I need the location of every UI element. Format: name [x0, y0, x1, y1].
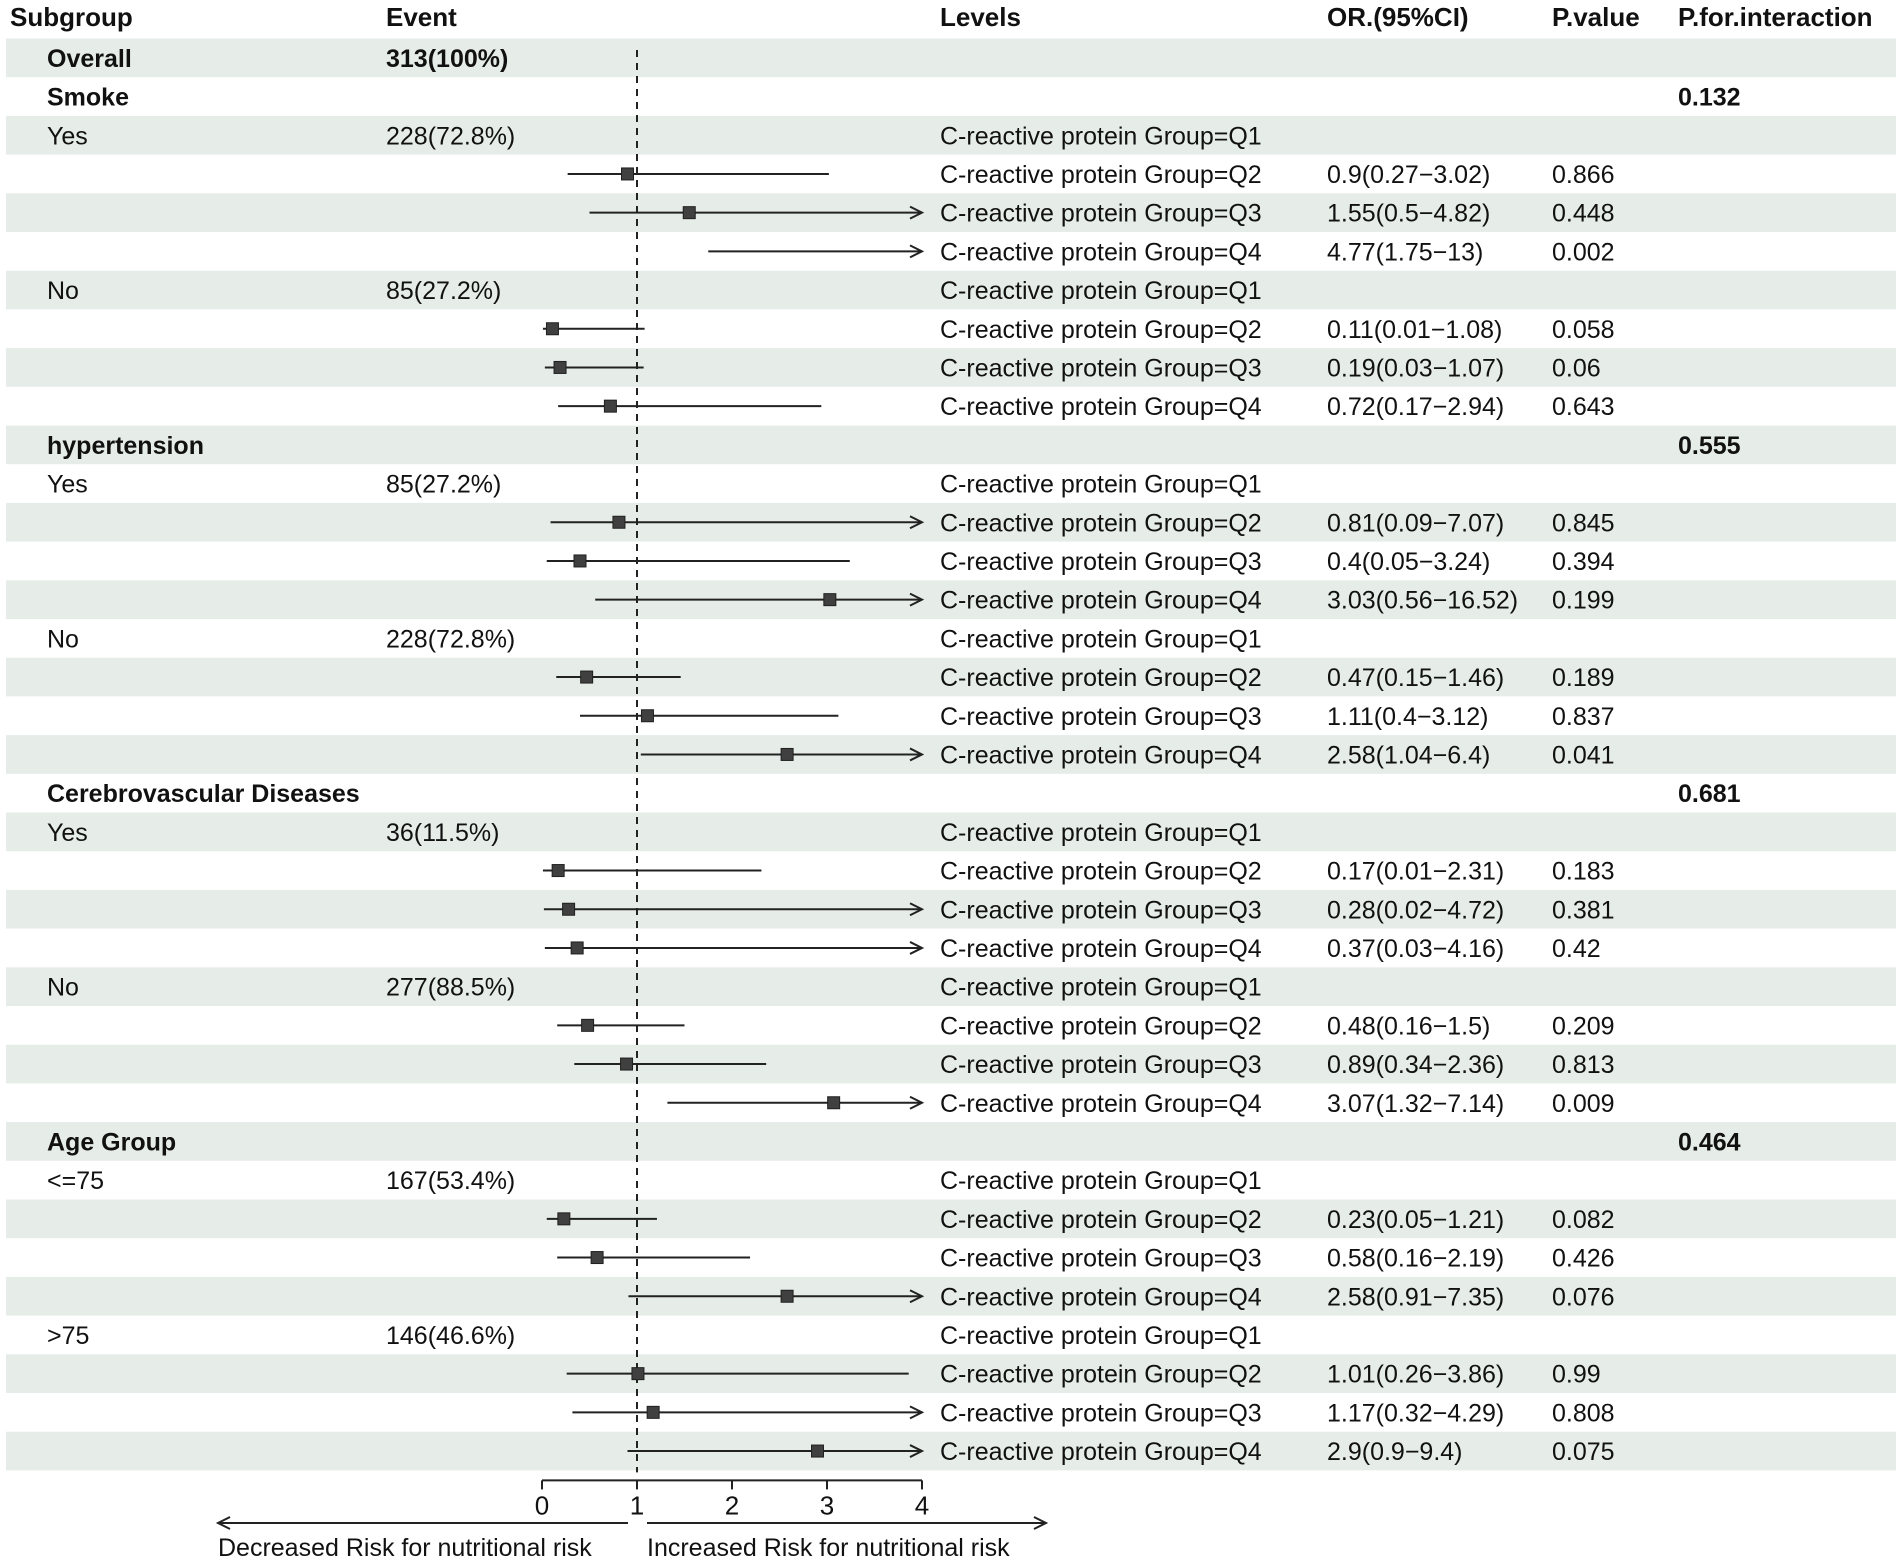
level-label: C-reactive protein Group=Q3 [940, 547, 1262, 576]
level-label: C-reactive protein Group=Q4 [940, 586, 1262, 615]
table-row [940, 858, 1615, 886]
point-estimate [683, 207, 695, 219]
subgroup-label: Cerebrovascular Diseases [47, 780, 360, 809]
p-value: 0.002 [1552, 238, 1615, 267]
x-tick-label: 4 [914, 1490, 930, 1521]
or-ci-value: 4.77(1.75−13) [1327, 238, 1484, 267]
level-label: C-reactive protein Group=Q1 [940, 973, 1262, 1002]
p-value: 0.183 [1552, 857, 1615, 886]
p-value: 0.394 [1552, 547, 1615, 576]
header-p-interaction: P.for.interaction [1678, 2, 1873, 32]
or-ci-value: 0.89(0.34−2.36) [1327, 1051, 1505, 1080]
x-axis-ticks [535, 1480, 929, 1520]
p-value: 0.866 [1552, 160, 1615, 189]
subgroup-label: Yes [47, 122, 88, 151]
table-row [940, 1012, 1615, 1040]
point-estimate [554, 361, 566, 373]
level-label: C-reactive protein Group=Q4 [940, 1438, 1262, 1467]
point-estimate [613, 516, 625, 528]
point-estimate [552, 865, 564, 877]
risk-direction [218, 1517, 1046, 1562]
table-row [940, 1090, 1615, 1118]
p-value: 0.209 [1552, 1012, 1615, 1041]
or-ci-value: 0.17(0.01−2.31) [1327, 857, 1505, 886]
level-label: C-reactive protein Group=Q1 [940, 470, 1262, 499]
event-count: 228(72.8%) [386, 122, 516, 151]
p-value: 0.808 [1552, 1399, 1615, 1428]
header-p-value: P.value [1552, 2, 1640, 32]
subgroup-label: hypertension [47, 431, 204, 460]
table-row [940, 393, 1615, 421]
or-ci-value: 0.81(0.09−7.07) [1327, 509, 1505, 538]
p-value: 0.075 [1552, 1438, 1615, 1467]
p-value: 0.381 [1552, 896, 1615, 925]
table-row [47, 1322, 1262, 1350]
header-or-ci: OR.(95%CI) [1327, 2, 1469, 32]
point-estimate [582, 1019, 594, 1031]
or-ci-value: 0.72(0.17−2.94) [1327, 393, 1505, 422]
table-row [940, 161, 1615, 189]
table-row [940, 316, 1615, 344]
or-ci-value: 2.58(1.04−6.4) [1327, 741, 1491, 770]
table-row [940, 238, 1615, 266]
level-label: C-reactive protein Group=Q2 [940, 1360, 1262, 1389]
subgroup-label: <=75 [47, 1167, 105, 1196]
table-row [47, 625, 1262, 653]
table-row [940, 548, 1615, 576]
or-ci-value: 1.01(0.26−3.86) [1327, 1360, 1505, 1389]
p-value: 0.813 [1552, 1051, 1615, 1080]
point-estimate [604, 400, 616, 412]
level-label: C-reactive protein Group=Q4 [940, 934, 1262, 963]
level-label: C-reactive protein Group=Q2 [940, 857, 1262, 886]
table-row [940, 1245, 1615, 1273]
p-value: 0.426 [1552, 1244, 1615, 1273]
event-count: 313(100%) [386, 44, 509, 73]
subgroup-label: >75 [47, 1321, 90, 1350]
point-estimate [574, 555, 586, 567]
level-label: C-reactive protein Group=Q1 [940, 1321, 1262, 1350]
table-row [47, 1167, 1262, 1195]
subgroup-label: Yes [47, 470, 88, 499]
event-count: 36(11.5%) [386, 818, 500, 847]
p-interaction-value: 0.132 [1678, 83, 1741, 112]
x-tick-label: 3 [819, 1490, 835, 1521]
or-ci-value: 2.9(0.9−9.4) [1327, 1438, 1463, 1467]
table-row [47, 84, 1741, 112]
level-label: C-reactive protein Group=Q1 [940, 277, 1262, 306]
point-estimate [563, 903, 575, 915]
or-ci-value: 1.11(0.4−3.12) [1327, 702, 1489, 731]
subgroup-label: Yes [47, 818, 88, 847]
p-value: 0.837 [1552, 702, 1615, 731]
or-ci-value: 0.19(0.03−1.07) [1327, 354, 1505, 383]
level-label: C-reactive protein Group=Q3 [940, 1399, 1262, 1428]
point-estimate [621, 1058, 633, 1070]
level-label: C-reactive protein Group=Q2 [940, 509, 1262, 538]
header-event: Event [386, 2, 457, 32]
p-interaction-value: 0.681 [1678, 780, 1741, 809]
or-ci-value: 0.11(0.01−1.08) [1327, 315, 1503, 344]
x-tick-label: 2 [724, 1490, 740, 1521]
level-label: C-reactive protein Group=Q1 [940, 818, 1262, 847]
point-estimate [571, 942, 583, 954]
level-label: C-reactive protein Group=Q1 [940, 625, 1262, 654]
level-label: C-reactive protein Group=Q3 [940, 702, 1262, 731]
or-ci-value: 0.48(0.16−1.5) [1327, 1012, 1491, 1041]
or-ci-value: 1.17(0.32−4.29) [1327, 1399, 1505, 1428]
table-row [940, 1399, 1615, 1427]
row-band [6, 426, 1896, 465]
or-ci-value: 0.23(0.05−1.21) [1327, 1205, 1505, 1234]
level-label: C-reactive protein Group=Q4 [940, 393, 1262, 422]
level-label: C-reactive protein Group=Q1 [940, 122, 1262, 151]
subgroup-label: No [47, 973, 79, 1002]
p-value: 0.041 [1552, 741, 1615, 770]
p-value: 0.189 [1552, 664, 1615, 693]
point-estimate [622, 168, 634, 180]
p-value: 0.199 [1552, 586, 1615, 615]
point-estimate [781, 748, 793, 760]
or-ci-value: 2.58(0.91−7.35) [1327, 1283, 1505, 1312]
or-ci-value: 0.4(0.05−3.24) [1327, 547, 1491, 576]
or-ci-value: 0.28(0.02−4.72) [1327, 896, 1505, 925]
table-row [940, 935, 1601, 963]
event-count: 228(72.8%) [386, 625, 516, 654]
event-count: 277(88.5%) [386, 973, 516, 1002]
point-estimate [546, 323, 558, 335]
p-value: 0.448 [1552, 199, 1615, 228]
point-estimate [647, 1406, 659, 1418]
event-count: 85(27.2%) [386, 277, 502, 306]
or-ci-value: 0.58(0.16−2.19) [1327, 1244, 1505, 1273]
or-ci-value: 0.37(0.03−4.16) [1327, 934, 1505, 963]
p-value: 0.42 [1552, 934, 1601, 963]
level-label: C-reactive protein Group=Q1 [940, 1167, 1262, 1196]
p-value: 0.076 [1552, 1283, 1615, 1312]
event-count: 85(27.2%) [386, 470, 502, 499]
increased-risk-label: Increased Risk for nutritional risk [647, 1534, 1010, 1562]
p-value: 0.99 [1552, 1360, 1601, 1389]
level-label: C-reactive protein Group=Q3 [940, 896, 1262, 925]
column-headers [10, 2, 1873, 32]
level-label: C-reactive protein Group=Q3 [940, 199, 1262, 228]
level-label: C-reactive protein Group=Q2 [940, 664, 1262, 693]
p-value: 0.009 [1552, 1089, 1615, 1118]
row-band [6, 39, 1896, 78]
p-interaction-value: 0.464 [1678, 1128, 1741, 1157]
level-label: C-reactive protein Group=Q3 [940, 1244, 1262, 1273]
row-band [6, 1122, 1896, 1161]
level-label: C-reactive protein Group=Q2 [940, 1205, 1262, 1234]
table-row [940, 703, 1615, 731]
or-ci-value: 0.9(0.27−3.02) [1327, 160, 1491, 189]
level-label: C-reactive protein Group=Q3 [940, 1051, 1262, 1080]
p-interaction-value: 0.555 [1678, 431, 1741, 460]
point-estimate [781, 1290, 793, 1302]
point-estimate [632, 1368, 644, 1380]
or-ci-value: 0.47(0.15−1.46) [1327, 664, 1505, 693]
x-axis [535, 1480, 929, 1520]
level-label: C-reactive protein Group=Q2 [940, 315, 1262, 344]
level-label: C-reactive protein Group=Q4 [940, 1089, 1262, 1118]
point-estimate [591, 1252, 603, 1264]
level-label: C-reactive protein Group=Q3 [940, 354, 1262, 383]
level-label: C-reactive protein Group=Q4 [940, 741, 1262, 770]
x-tick-label: 1 [629, 1490, 645, 1521]
level-label: C-reactive protein Group=Q2 [940, 1012, 1262, 1041]
subgroup-label: Age Group [47, 1128, 177, 1157]
x-tick-label: 0 [534, 1490, 550, 1521]
point-estimate [581, 671, 593, 683]
level-label: C-reactive protein Group=Q2 [940, 160, 1262, 189]
p-value: 0.845 [1552, 509, 1615, 538]
or-ci-value: 3.07(1.32−7.14) [1327, 1089, 1505, 1118]
point-estimate [824, 594, 836, 606]
p-value: 0.643 [1552, 393, 1615, 422]
or-ci-value: 3.03(0.56−16.52) [1327, 586, 1519, 615]
point-estimate [558, 1213, 570, 1225]
header-subgroup: Subgroup [10, 2, 133, 32]
point-estimate [828, 1097, 840, 1109]
table-row [47, 471, 1262, 499]
p-value: 0.082 [1552, 1205, 1615, 1234]
point-estimate [641, 710, 653, 722]
event-count: 146(46.6%) [386, 1321, 516, 1350]
subgroup-label: Overall [47, 44, 132, 73]
header-levels: Levels [940, 2, 1021, 32]
level-label: C-reactive protein Group=Q4 [940, 1283, 1262, 1312]
point-estimate [812, 1445, 824, 1457]
level-label: C-reactive protein Group=Q4 [940, 238, 1262, 267]
p-value: 0.06 [1552, 354, 1601, 383]
or-ci-value: 1.55(0.5−4.82) [1327, 199, 1491, 228]
subgroup-label: No [47, 277, 79, 306]
subgroup-label: Smoke [47, 83, 129, 112]
table-row [47, 780, 1741, 808]
event-count: 167(53.4%) [386, 1167, 516, 1196]
p-value: 0.058 [1552, 315, 1615, 344]
subgroup-label: No [47, 625, 79, 654]
decreased-risk-label: Decreased Risk for nutritional risk [218, 1534, 592, 1562]
